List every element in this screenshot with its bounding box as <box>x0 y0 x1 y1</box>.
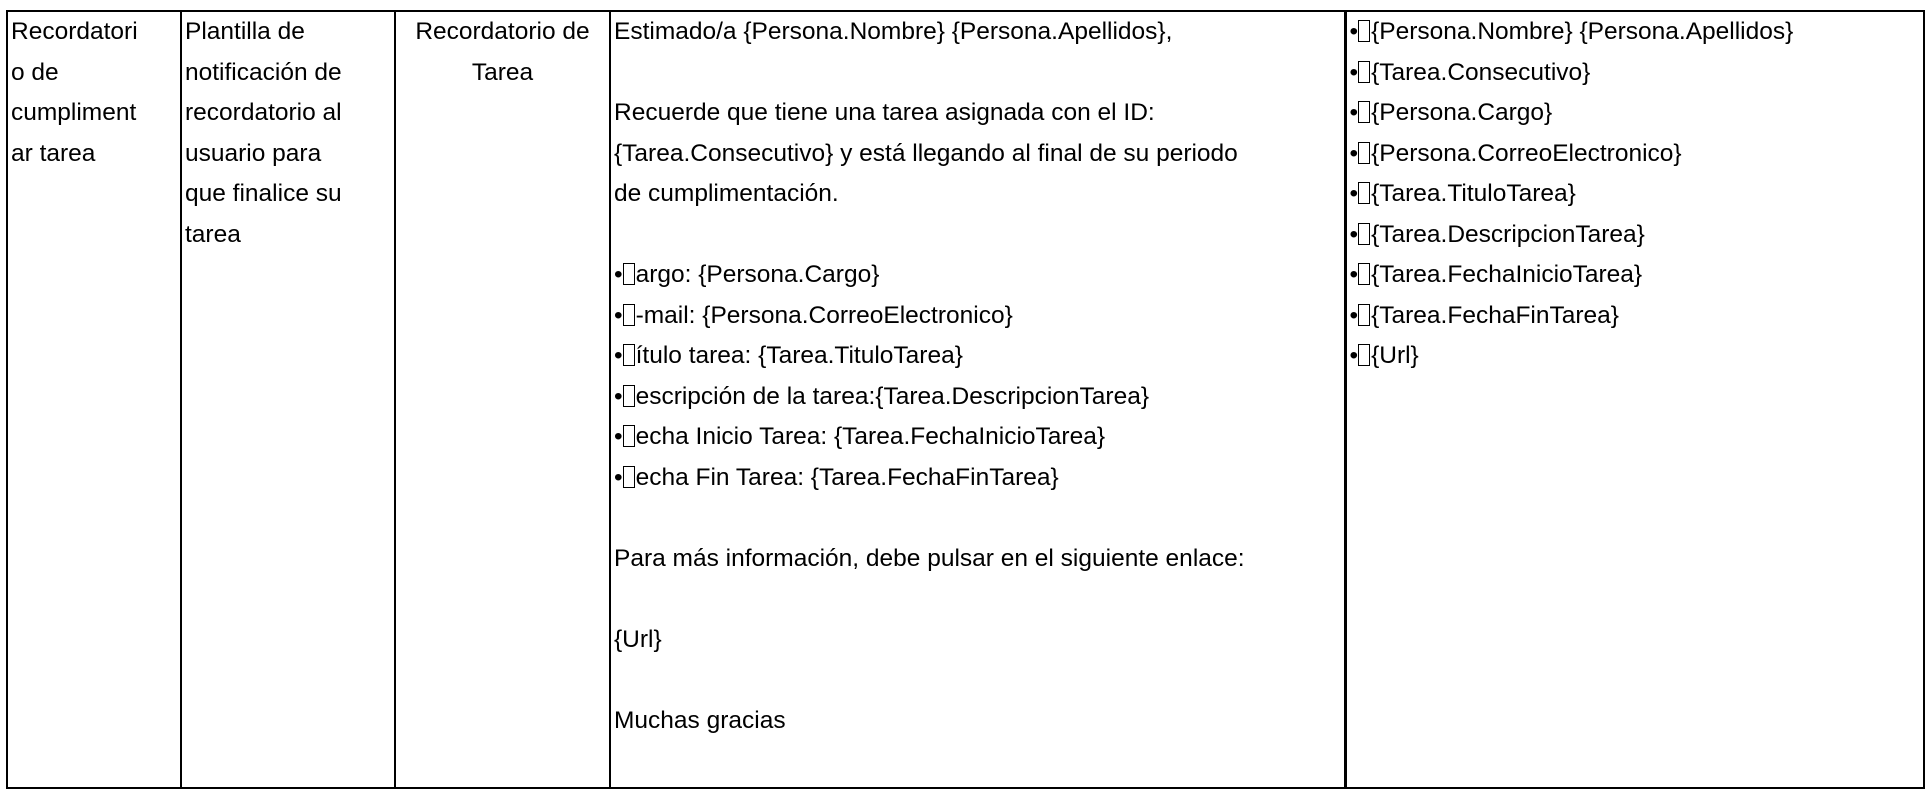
intro-line: Recuerde que tiene una tarea asignada con el ID: <box>614 99 1155 126</box>
cell-description-line: que finalice su <box>185 180 342 207</box>
cell-description <box>181 11 395 788</box>
list-item: • {Tarea.Consecutivo} <box>1350 53 1921 94</box>
bullet-icon: • <box>1349 18 1359 45</box>
url-placeholder: {Url} <box>614 625 662 653</box>
list-item: • {Tarea.TituloTarea} <box>1350 174 1921 215</box>
bullet-icon: • <box>614 261 623 288</box>
cell-name-line: o de <box>11 58 59 86</box>
missing-glyph-icon <box>1358 304 1370 326</box>
greeting-text: Estimado/a {Persona.Nombre} {Persona.Apellidos}, <box>614 18 1173 45</box>
cell-name-line: Recordatori <box>11 18 138 45</box>
cell-description-line: usuario para <box>185 139 322 167</box>
bullet-icon: • <box>614 342 623 369</box>
bullet-icon: • <box>1349 139 1359 167</box>
notification-template-table-wrapper <box>6 10 1923 789</box>
bullet-icon: • <box>1349 220 1359 248</box>
missing-glyph-icon <box>623 304 635 326</box>
list-item: • echa Inicio Tarea: {Tarea.FechaInicioTarea} <box>614 417 1341 458</box>
bullet-icon: • <box>614 423 623 450</box>
list-item: • -mail: {Persona.CorreoElectronico} <box>614 296 1341 337</box>
cell-name <box>7 11 181 788</box>
notification-template-table <box>6 10 1925 789</box>
bullet-icon: • <box>614 301 623 329</box>
cell-subject-line: Recordatorio de <box>415 18 590 45</box>
missing-glyph-icon <box>1358 142 1370 164</box>
missing-glyph-icon <box>1358 223 1370 245</box>
list-item: • argo: {Persona.Cargo} <box>614 255 1341 296</box>
cell-description-line: recordatorio al <box>185 99 342 126</box>
cell-name-line: cumpliment <box>11 99 137 126</box>
bullet-icon: • <box>1349 342 1359 369</box>
table-row <box>7 11 1924 788</box>
bullet-icon: • <box>1349 180 1359 207</box>
list-item: • {Persona.Cargo} <box>1350 93 1921 134</box>
missing-glyph-icon <box>1358 344 1370 366</box>
thanks-text: Muchas gracias <box>614 706 786 734</box>
list-item: • {Persona.Nombre} {Persona.Apellidos} <box>1350 12 1921 53</box>
missing-glyph-icon <box>623 385 635 407</box>
missing-glyph-icon <box>623 425 635 447</box>
bullet-icon: • <box>1349 301 1359 329</box>
missing-glyph-icon <box>623 263 635 285</box>
missing-glyph-icon <box>1358 101 1370 123</box>
missing-glyph-icon <box>623 344 635 366</box>
list-item: • {Tarea.DescripcionTarea} <box>1350 215 1921 256</box>
cell-subject <box>395 11 610 788</box>
list-item: • {Tarea.FechaInicioTarea} <box>1350 255 1921 296</box>
list-item: • ítulo tarea: {Tarea.TituloTarea} <box>614 336 1341 377</box>
list-item: • {Tarea.FechaFinTarea} <box>1350 296 1921 337</box>
list-item: • {Url} <box>1350 336 1921 377</box>
bullet-icon: • <box>614 382 623 410</box>
cell-description-line: notificación de <box>185 58 342 86</box>
list-item: • echa Fin Tarea: {Tarea.FechaFinTarea} <box>614 458 1341 499</box>
missing-glyph-icon <box>1358 263 1370 285</box>
more-info-text: Para más información, debe pulsar en el siguiente enlace: <box>614 544 1245 572</box>
cell-name-line: ar tarea <box>11 139 96 167</box>
intro-line: de cumplimentación. <box>614 180 839 207</box>
bullet-icon: • <box>1349 99 1359 126</box>
missing-glyph-icon <box>1358 61 1370 83</box>
missing-glyph-icon <box>1358 20 1370 42</box>
list-item: • {Persona.CorreoElectronico} <box>1350 134 1921 175</box>
missing-glyph-icon <box>623 466 635 488</box>
cell-description-line: tarea <box>185 220 241 248</box>
cell-subject-line: Tarea <box>471 58 534 86</box>
cell-description-line: Plantilla de <box>185 18 305 45</box>
bullet-icon: • <box>1349 261 1359 288</box>
bullet-icon: • <box>614 463 623 491</box>
missing-glyph-icon <box>1358 182 1370 204</box>
cell-variables <box>1345 11 1924 788</box>
cell-message-body <box>610 11 1345 788</box>
list-item: • escripción de la tarea:{Tarea.DescripcionTarea} <box>614 377 1341 418</box>
intro-line: {Tarea.Consecutivo} y está llegando al final de su periodo <box>614 139 1238 167</box>
bullet-icon: • <box>1349 58 1359 86</box>
